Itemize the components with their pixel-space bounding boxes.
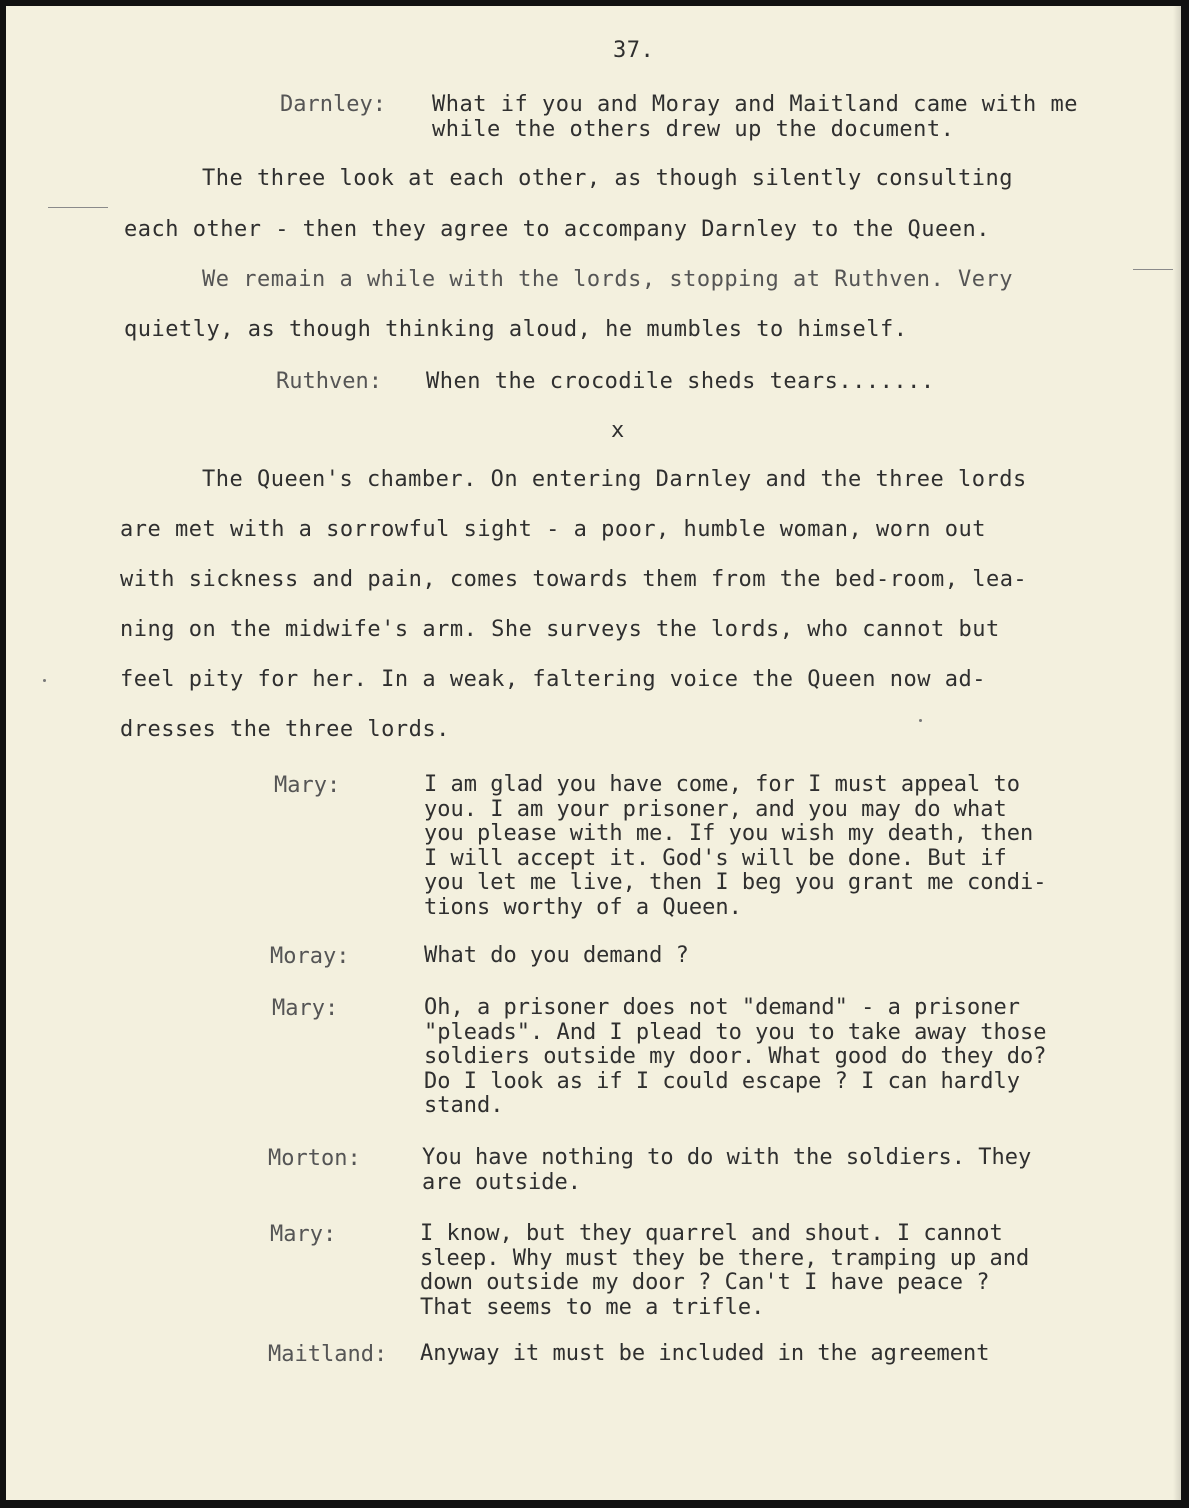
mary-1-speech — [424, 773, 1047, 920]
speaker-maitland: Maitland: — [268, 1342, 388, 1367]
speaker-darnley: Darnley: — [280, 92, 386, 117]
page-edge-shadow — [1173, 6, 1181, 1500]
darnley-line-1: What if you and Moray and Maitland came with me — [432, 92, 1079, 117]
mary-2-speech — [424, 996, 1047, 1119]
narration-1-line-3: We remain a while with the lords, stopping at Ruthven. Very — [202, 267, 1013, 292]
narration-1-line-1: The three look at each other, as though silently consulting — [202, 166, 1013, 191]
paper-speck — [43, 679, 46, 682]
narration-2-line-2: are met with a sorrowful sight - a poor, humble woman, worn out — [120, 517, 986, 542]
mary-2-line-1: Oh, a prisoner does not "demand" - a prisoner — [424, 995, 1021, 1020]
mary-3-line-1: I know, but they quarrel and shout. I cannot — [420, 1221, 1003, 1246]
paper-speck-2 — [919, 719, 922, 722]
speaker-mary-3: Mary: — [270, 1222, 337, 1247]
mary-3-speech — [420, 1222, 1029, 1320]
maitland-line-1: Anyway it must be included in the agreement — [420, 1341, 990, 1366]
typewritten-page — [6, 6, 1181, 1500]
speaker-moray: Moray: — [270, 944, 350, 969]
mary-1-line-3: you please with me. If you wish my death, then — [424, 821, 1034, 846]
moray-speech — [424, 944, 689, 969]
mary-3-line-2: sleep. Why must they be there, tramping up and — [420, 1245, 1030, 1271]
mary-1-line-5: you let me live, then I beg you grant me condi- — [424, 870, 1047, 895]
speaker-mary-1: Mary: — [274, 773, 341, 798]
narration-2-line-4: ning on the midwife's arm. She surveys the lords, who cannot but — [120, 617, 1000, 642]
ruthven-line: When the crocodile sheds tears....... — [426, 369, 935, 394]
narration-2-line-6: dresses the three lords. — [120, 717, 450, 742]
darnley-line-2: while the others drew up the document. — [432, 117, 955, 142]
morton-speech — [422, 1146, 1031, 1195]
moray-line-1: What do you demand ? — [424, 943, 689, 968]
page-number: 37. — [613, 38, 655, 63]
speaker-morton: Morton: — [268, 1146, 361, 1171]
mary-3-line-3: down outside my door ? Can't I have peace ? — [420, 1270, 990, 1295]
scene-separator: x — [611, 418, 625, 443]
maitland-speech — [420, 1342, 990, 1367]
mary-1-line-1: I am glad you have come, for I must appeal to — [424, 772, 1021, 797]
mary-3-line-4: That seems to me a trifle. — [420, 1294, 765, 1320]
narration-1-line-4: quietly, as though thinking aloud, he mumbles to himself. — [124, 317, 908, 342]
mary-2-line-5: stand. — [424, 1093, 504, 1118]
margin-pencil-mark-right — [1133, 269, 1173, 270]
mary-2-line-3: soldiers outside my door. What good do they do? — [424, 1044, 1047, 1069]
morton-line-2: are outside. — [422, 1169, 581, 1195]
mary-2-line-2: "pleads". And I plead to you to take away those — [424, 1019, 1047, 1045]
morton-line-1: You have nothing to do with the soldiers. They — [422, 1145, 1032, 1170]
margin-pencil-mark — [48, 207, 108, 208]
mary-1-line-2: you. I am your prisoner, and you may do what — [424, 796, 1007, 822]
speaker-ruthven: Ruthven: — [276, 369, 382, 394]
narration-1-line-2: each other - then they agree to accompany Darnley to the Queen. — [124, 217, 990, 242]
mary-2-line-4: Do I look as if I could escape ? I can hardly — [424, 1068, 1021, 1094]
speaker-mary-2: Mary: — [272, 996, 339, 1021]
mary-1-line-6: tions worthy of a Queen. — [424, 894, 742, 920]
narration-2-line-3: with sickness and pain, comes towards them from the bed-room, lea- — [120, 567, 1028, 592]
narration-2-line-5: feel pity for her. In a weak, faltering voice the Queen now ad- — [120, 667, 986, 692]
narration-2-line-1: The Queen's chamber. On entering Darnley and the three lords — [202, 467, 1027, 492]
mary-1-line-4: I will accept it. God's will be done. But if — [424, 845, 1007, 871]
